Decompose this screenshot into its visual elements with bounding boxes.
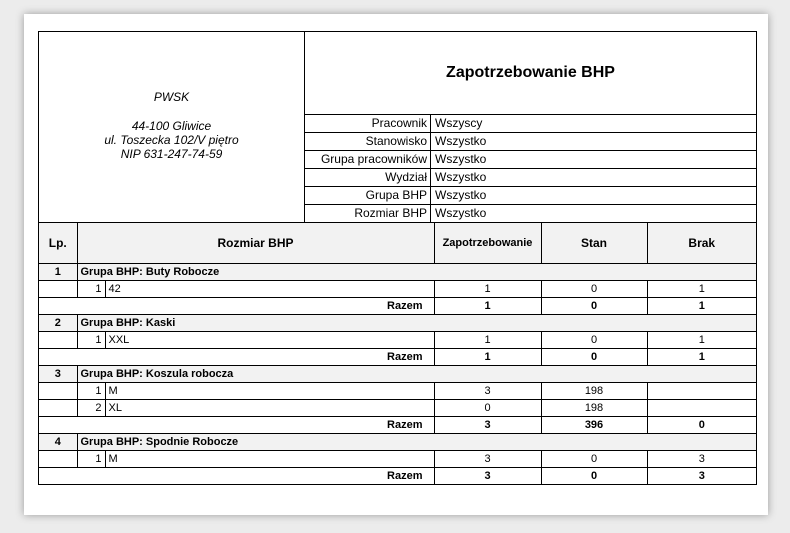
total-stock: 0 [541,297,647,314]
total-row [39,416,756,433]
company-info [39,32,305,222]
total-need: 3 [434,416,541,433]
row-stock: 198 [541,382,647,399]
header-lp: Lp. [39,223,77,263]
total-row [39,297,756,314]
filter-value: Wszystko [435,152,487,166]
row-need: 1 [434,331,541,348]
filter-row [305,115,756,133]
group-label: Grupa BHP: Buty Robocze [77,263,756,280]
total-row [39,348,756,365]
row-size: 42 [105,280,434,297]
filter-label: Grupa pracowników [305,151,431,168]
filter-value: Wszystko [435,206,487,220]
row-need: 1 [434,280,541,297]
filter-label: Stanowisko [305,133,431,150]
group-label: Grupa BHP: Koszula robocza [77,365,756,382]
row-stock: 0 [541,280,647,297]
company-name: PWSK [153,90,190,104]
filter-label: Wydział [305,169,431,186]
filter-value: Wszystko [435,134,487,148]
row-spacer [39,382,77,399]
row-need: 0 [434,399,541,416]
row-shortage [647,399,756,416]
filter-value: Wszyscy [435,116,483,130]
filter-row [305,205,756,222]
total-shortage: 1 [647,348,756,365]
header-need: Zapotrzebowanie [434,223,541,263]
table-header-row [39,223,756,263]
total-stock: 0 [541,467,647,484]
header-shortage: Brak [647,223,756,263]
table-row [39,331,756,348]
filter-label: Pracownik [305,115,431,132]
total-label: Razem [39,348,434,365]
company-nip: NIP 631-247-74-59 [120,147,223,161]
filter-row [305,187,756,205]
row-lp: 2 [77,399,105,416]
company-address-line2: ul. Toszecka 102/V piętro [104,133,239,147]
filter-value: Wszystko [435,170,487,184]
filter-label: Grupa BHP [305,187,431,204]
row-spacer [39,280,77,297]
row-shortage: 1 [647,331,756,348]
table-row [39,382,756,399]
total-label: Razem [39,467,434,484]
row-lp: 1 [77,450,105,467]
total-need: 1 [434,348,541,365]
report-title: Zapotrzebowanie BHP [305,32,756,115]
group-number: 4 [39,433,77,450]
row-lp: 1 [77,280,105,297]
total-shortage: 0 [647,416,756,433]
group-number: 3 [39,365,77,382]
row-shortage: 3 [647,450,756,467]
group-label: Grupa BHP: Kaski [77,314,756,331]
report-table [39,223,756,484]
total-stock: 396 [541,416,647,433]
row-need: 3 [434,450,541,467]
company-address-line1: 44-100 Gliwice [131,119,212,133]
report-frame [38,31,757,485]
header-size: Rozmiar BHP [77,223,434,263]
total-shortage: 1 [647,297,756,314]
total-label: Razem [39,297,434,314]
row-shortage [647,382,756,399]
row-lp: 1 [77,382,105,399]
total-shortage: 3 [647,467,756,484]
row-spacer [39,450,77,467]
filter-row [305,169,756,187]
table-row [39,399,756,416]
row-stock: 198 [541,399,647,416]
group-row [39,433,756,450]
group-row [39,365,756,382]
filter-value: Wszystko [435,188,487,202]
row-size: M [105,450,434,467]
row-spacer [39,399,77,416]
group-row [39,263,756,280]
total-stock: 0 [541,348,647,365]
row-need: 3 [434,382,541,399]
total-row [39,467,756,484]
total-need: 1 [434,297,541,314]
group-number: 2 [39,314,77,331]
row-shortage: 1 [647,280,756,297]
table-row [39,280,756,297]
filter-row [305,151,756,169]
row-spacer [39,331,77,348]
group-number: 1 [39,263,77,280]
row-stock: 0 [541,450,647,467]
row-size: M [105,382,434,399]
group-row [39,314,756,331]
report-header [39,32,756,223]
table-row [39,450,756,467]
report-info [305,32,756,222]
filter-label: Rozmiar BHP [305,205,431,222]
header-stock: Stan [541,223,647,263]
filter-row [305,133,756,151]
row-size: XXL [105,331,434,348]
report-page [24,14,768,515]
total-label: Razem [39,416,434,433]
row-stock: 0 [541,331,647,348]
row-lp: 1 [77,331,105,348]
group-label: Grupa BHP: Spodnie Robocze [77,433,756,450]
filter-list [305,115,756,222]
total-need: 3 [434,467,541,484]
row-size: XL [105,399,434,416]
